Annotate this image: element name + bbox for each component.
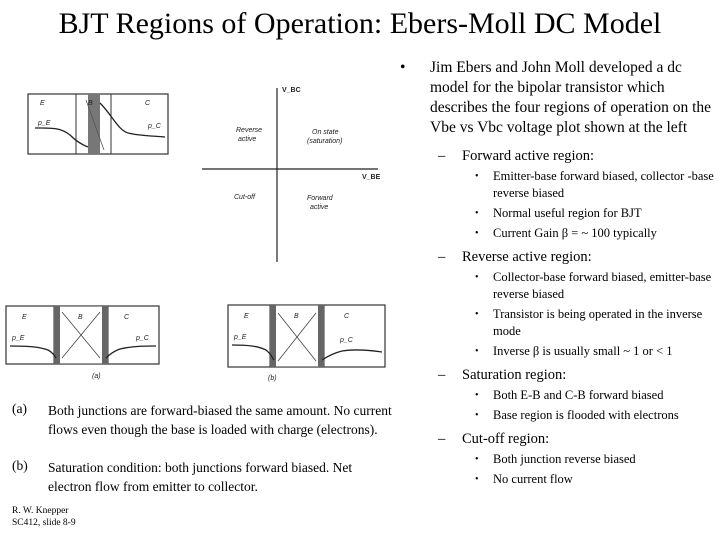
- section-dash: –: [438, 148, 446, 164]
- sub-bullet: •: [475, 309, 479, 320]
- section-dash: –: [438, 431, 446, 447]
- sub-bullet: •: [475, 390, 479, 401]
- section-heading: Reverse active region:: [462, 249, 592, 265]
- fig-b-label-pc: p_C: [340, 337, 353, 344]
- vbe-vbc-quadrant-plot: [202, 87, 381, 262]
- list-item-text: Both E-B and C-B forward biased: [493, 388, 664, 402]
- axis-label-vbc: V_BC: [282, 87, 301, 94]
- fig-a-label-b: B: [78, 314, 83, 321]
- section-heading: Cut-off region:: [462, 431, 550, 447]
- fig-b-tag: (b): [268, 375, 277, 382]
- sub-bullet: •: [475, 228, 479, 239]
- region-forward-active-line1: Forward: [307, 195, 333, 202]
- sub-bullet: •: [475, 346, 479, 357]
- list-item: [396, 205, 714, 222]
- section-heading: Saturation region:: [462, 367, 567, 383]
- sub-bullet: •: [475, 454, 479, 465]
- section-cutoff-heading: [396, 430, 714, 449]
- sub-bullet: •: [475, 208, 479, 219]
- caption-b: Saturation condition: both junctions forward biased. Net electron flow from emitter to collector.: [48, 460, 353, 494]
- fig-label-pe: p_E: [38, 120, 51, 127]
- section-dash: –: [438, 367, 446, 383]
- list-item-text: Base region is flooded with electrons: [493, 408, 679, 422]
- section-heading: Forward active region:: [462, 148, 595, 164]
- fig-b-label-c: C: [344, 313, 350, 320]
- region-reverse-active-line1: Reverse: [236, 127, 263, 134]
- list-item: [396, 343, 714, 360]
- right-column: [396, 58, 714, 488]
- credit-author: R. W. Knepper: [12, 506, 69, 516]
- credit-slide-id: SC412, slide 8-9: [12, 518, 76, 528]
- section-saturation-heading: [396, 366, 714, 385]
- list-item-text: Collector-base forward biased, emitter-base reverse biased: [493, 270, 712, 301]
- list-item: [396, 387, 714, 404]
- fig-label-e: E: [40, 100, 45, 107]
- sub-bullet: •: [475, 171, 479, 182]
- sub-bullet: •: [475, 410, 479, 421]
- list-item: [396, 168, 714, 202]
- region-forward-active-line2: active: [310, 204, 329, 211]
- list-item: [396, 407, 714, 424]
- list-item: [396, 269, 714, 303]
- list-item-text: Emitter-base forward biased, collector -base reverse biased: [493, 169, 714, 200]
- sub-bullet: •: [475, 474, 479, 485]
- list-item: [396, 451, 714, 468]
- fig-label-pc: p_C: [148, 123, 161, 130]
- fig-label-b: B: [88, 100, 93, 107]
- fig-a-label-e: E: [22, 314, 27, 321]
- fig-b-label-b: B: [294, 313, 299, 320]
- list-item-text: Normal useful region for BJT: [493, 206, 642, 220]
- intro-text: Jim Ebers and John Moll developed a dc model for the bipolar transistor which describes the four regions of operation on the Vbe vs Vbc voltage plot shown at the left: [430, 59, 712, 136]
- section-forward-active-heading: [396, 147, 714, 166]
- intro-bullet: [396, 58, 714, 138]
- fig-a-tag: (a): [92, 373, 101, 380]
- credit: [12, 505, 76, 529]
- caption-a-tag: (a): [12, 401, 27, 416]
- region-on-state-line1: On state: [312, 129, 339, 136]
- fig-b-label-pe: p_E: [234, 334, 247, 341]
- list-item: [396, 306, 714, 340]
- sub-bullet: •: [475, 272, 479, 283]
- caption-b-tag: (b): [12, 458, 28, 473]
- fig-label-c: C: [145, 100, 151, 107]
- list-item-text: No current flow: [493, 472, 573, 486]
- band-diagram-b: [228, 305, 385, 382]
- intro-bullet-marker: •: [400, 59, 406, 76]
- list-item-text: Current Gain β = ~ 100 typically: [493, 226, 657, 240]
- region-cutoff: Cut-off: [234, 194, 256, 201]
- list-item-text: Inverse β is usually small ~ 1 or < 1: [493, 344, 673, 358]
- fig-a-label-pe: p_E: [12, 335, 25, 342]
- region-reverse-active-line2: active: [238, 136, 257, 143]
- fig-a-label-pc: p_C: [136, 335, 149, 342]
- band-diagram-a: [6, 306, 159, 380]
- list-item: [396, 471, 714, 488]
- fig-a-label-c: C: [124, 314, 130, 321]
- band-diagram-forward-active: [28, 94, 168, 154]
- section-reverse-active-heading: [396, 248, 714, 267]
- region-on-state-line2: (saturation): [307, 138, 343, 145]
- slide-title: BJT Regions of Operation: Ebers-Moll DC Model: [58, 7, 662, 40]
- axis-label-vbe: V_BE: [362, 174, 381, 181]
- list-item: [396, 225, 714, 242]
- list-item-text: Both junction reverse biased: [493, 452, 636, 466]
- caption-a: Both junctions are forward-biased the same amount. No current flows even though the base is loaded with charge (electrons).: [48, 403, 392, 437]
- list-item-text: Transistor is being operated in the inverse mode: [493, 307, 703, 338]
- fig-b-label-e: E: [244, 313, 249, 320]
- section-dash: –: [438, 249, 446, 265]
